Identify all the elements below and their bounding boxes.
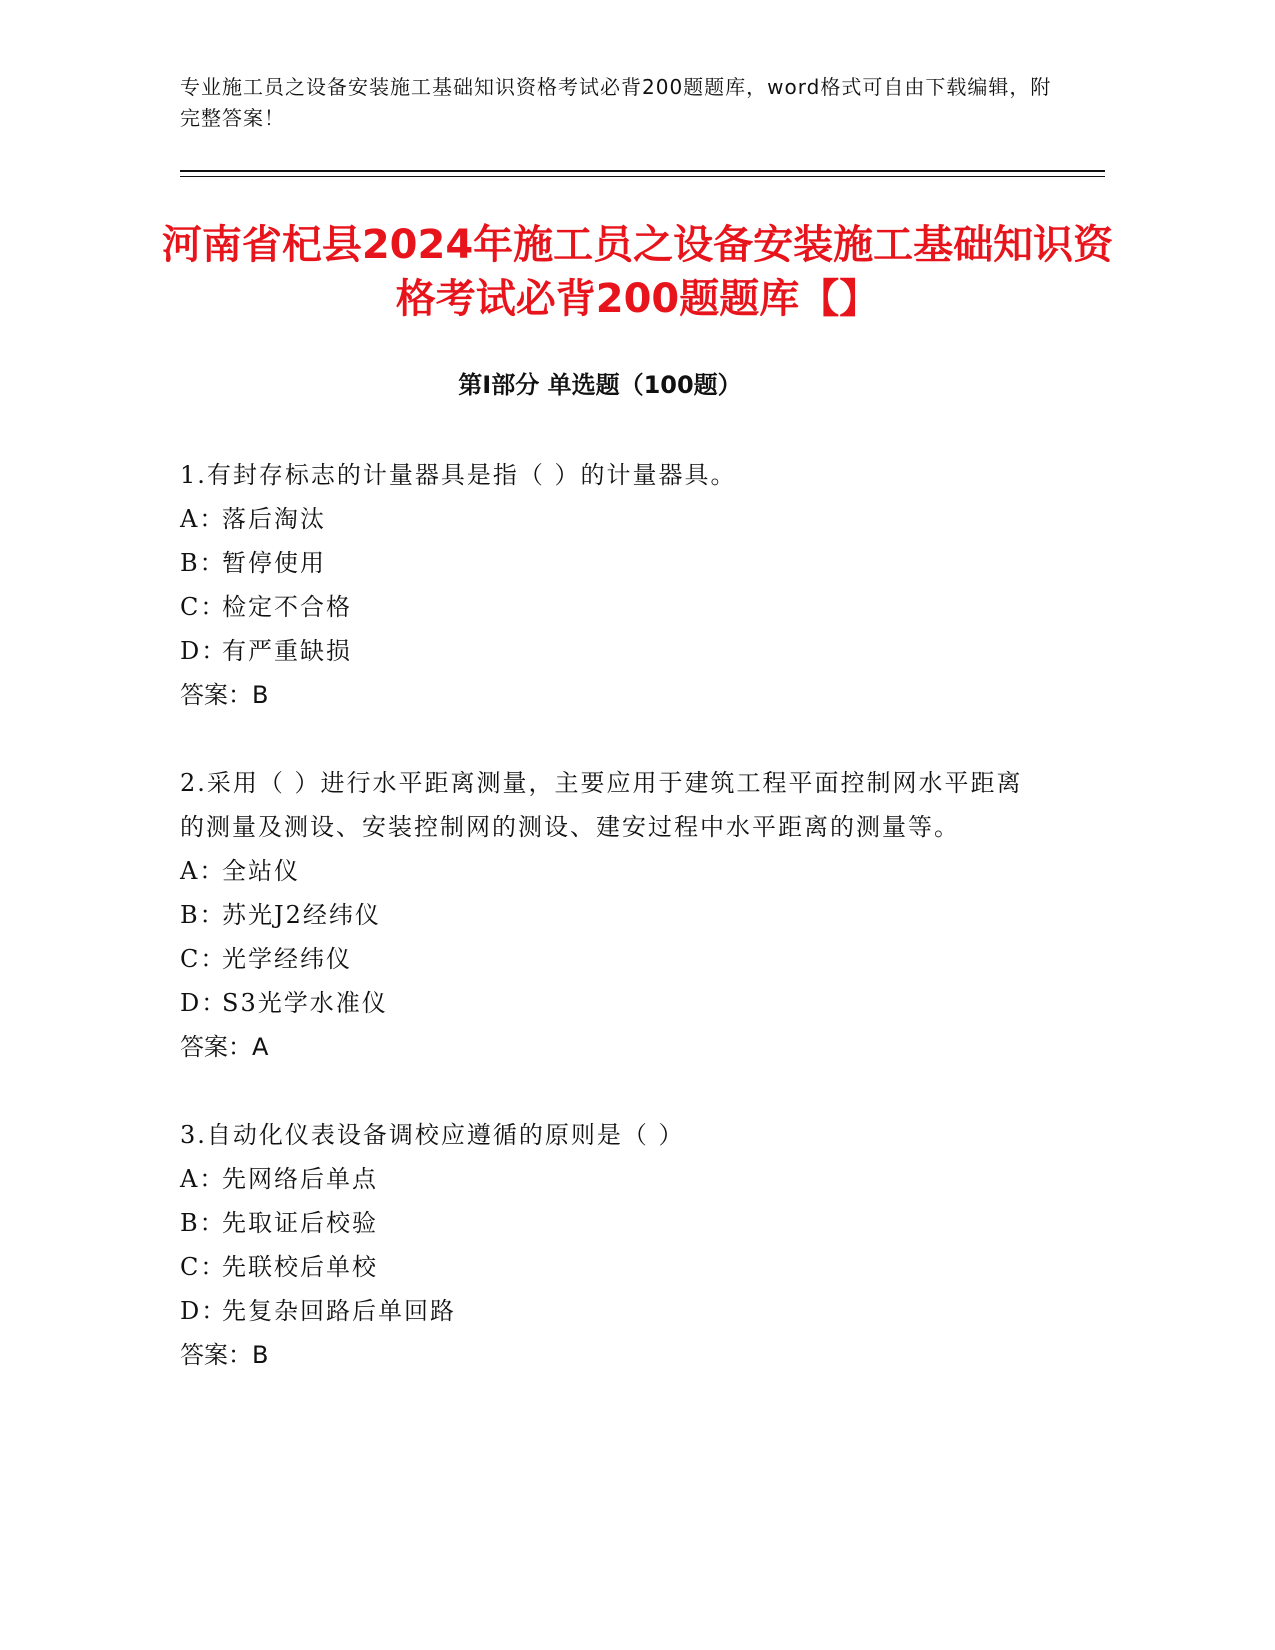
option-key: A： [180,1165,226,1193]
option-text: 先联校后单校 [222,1253,378,1281]
option-key: C： [180,945,227,973]
option-d [180,629,1040,673]
answer-line: 答案：B [180,1341,269,1369]
header-rule-thick [180,170,1105,172]
option-text: 先网络后单点 [222,1165,378,1193]
option-a [180,1157,1040,1201]
option-text: 先取证后校验 [222,1209,378,1237]
question-stem: 3.自动化仪表设备调校应遵循的原则是（ ） [180,1121,685,1149]
answer-line: 答案：B [180,681,269,709]
question-3 [180,1113,1040,1377]
question-stem: 1.有封存标志的计量器具是指（ ）的计量器具。 [180,461,737,489]
option-b [180,541,1040,585]
option-text: S3光学水准仪 [222,989,388,1017]
option-key: A： [180,857,226,885]
question-2 [180,761,1040,1069]
option-key: D： [180,1297,228,1325]
option-key: D： [180,989,228,1017]
option-a [180,497,1040,541]
question-1 [180,453,1040,717]
option-key: C： [180,1253,227,1281]
option-c [180,1245,1040,1289]
option-key: B： [180,901,226,929]
question-list [180,453,1040,1421]
option-text: 先复杂回路后单回路 [222,1297,456,1325]
option-b [180,1201,1040,1245]
section-title: 第Ⅰ部分 单选题（100题） [458,371,742,399]
option-key: D： [180,637,228,665]
option-c [180,937,1040,981]
option-text: 光学经纬仪 [222,945,352,973]
question-stem: 2.采用（ ）进行水平距离测量，主要应用于建筑工程平面控制网水平距离的测量及测设、安装控制网的测设、建安过程中水平距离的测量等。 [180,769,1023,841]
option-key: A： [180,505,226,533]
option-a [180,849,1040,893]
option-d [180,1289,1040,1333]
option-key: B： [180,549,226,577]
option-key: C： [180,593,227,621]
option-text: 落后淘汰 [222,505,326,533]
option-text: 暂停使用 [222,549,326,577]
option-text: 有严重缺损 [222,637,352,665]
option-text: 检定不合格 [222,593,352,621]
option-b [180,893,1040,937]
option-text: 苏光J2经纬仪 [222,901,381,929]
option-c [180,585,1040,629]
option-key: B： [180,1209,226,1237]
option-text: 全站仪 [222,857,300,885]
header-rule-thin [180,176,1105,177]
document-title: 河南省杞县2024年施工员之设备安装施工基础知识资格考试必背200题题库【】 [161,222,1114,322]
answer-line: 答案：A [180,1033,269,1061]
option-d [180,981,1040,1025]
header-note: 专业施工员之设备安装施工基础知识资格考试必背200题题库，word格式可自由下载编辑，附完整答案！ [180,75,1052,130]
